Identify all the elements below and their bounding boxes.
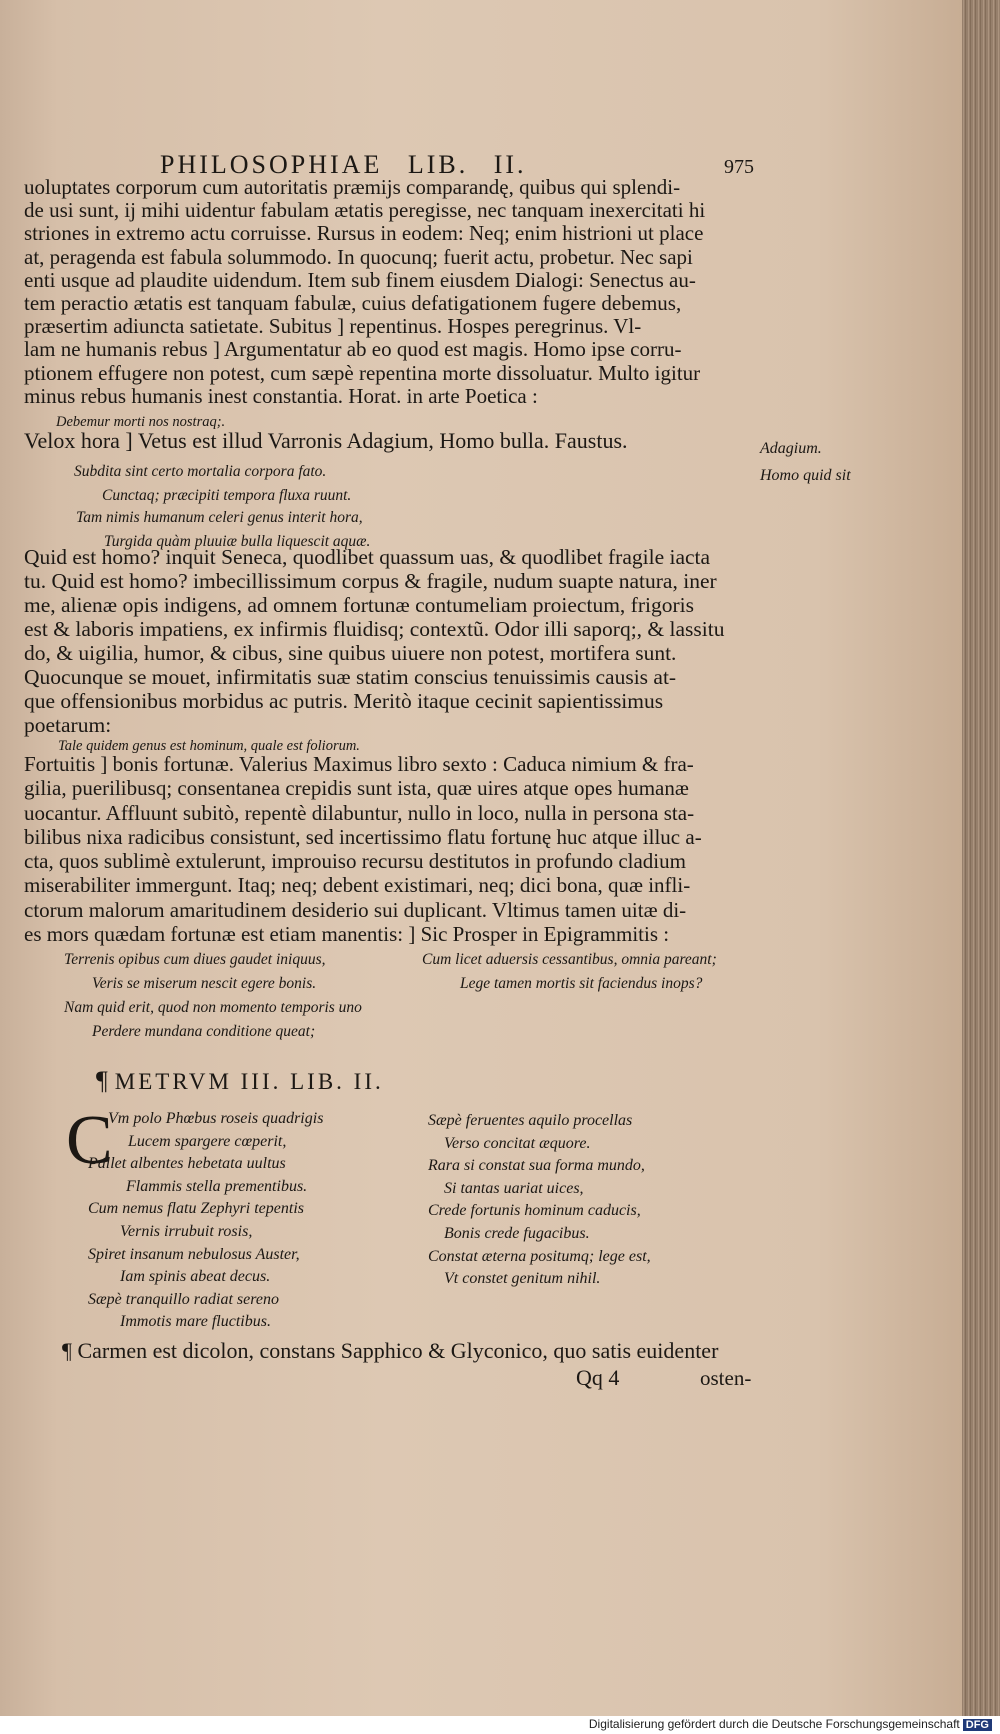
faustus-verse-1: Subdita sint certo mortalia corpora fato. [74,463,327,480]
text-line: Quocunque se mouet, infirmitatis suæ statim conscius tenuissimis causis at- [24,665,677,689]
horace-quote: Debemur morti nos nostraq;. [56,414,226,430]
poem-line: Iam spinis abeat decus. [120,1268,271,1286]
poem-line: Verso concitat æquore. [444,1134,591,1152]
poem-line: Immotis mare fluctibus. [120,1313,271,1331]
poem-line: Vt constet genitum nihil. [444,1270,601,1288]
signature-mark: Qq 4 [576,1365,620,1390]
velox-line: Velox hora ] Vetus est illud Varronis Adagium, Homo bulla. Faustus. [24,428,628,453]
text-line: de usi sunt, ij mihi uidentur fabulam ætatis peregisse, nec tanquam inexercitati hi [24,198,706,223]
poem-right-column [428,1110,651,1291]
pilcrow-icon: ¶ [96,1066,111,1095]
poem-line: Lucem spargere cœperit, [128,1132,287,1150]
poem-line: Sæpè feruentes aquilo procellas [428,1112,633,1129]
page-fore-edge [962,0,1000,1716]
text-line: me, alienæ opis indigens, ad omnem fortunæ contumeliam proiectum, frigoris [24,593,694,617]
text-line: tu. Quid est homo? imbecillissimum corpus & fragile, nudum suapte natura, iner [24,569,717,593]
catchword: osten- [700,1366,752,1390]
poem-line: Bonis crede fugacibus. [444,1224,590,1242]
text-line: uocantur. Affluunt subitò, repentè dilabuntur, nullo in loco, nulla in persona sta- [24,800,695,825]
margin-note-homo: Homo quid sit [760,467,851,484]
prosper-left-1: Terrenis opibus cum diues gaudet iniquus, [64,951,326,968]
text-line: est & laboris impatiens, ex infirmis fluidisq; contextũ. Odor illi saporq;, & lassitu [24,617,725,641]
folio-number: 975 [724,156,754,178]
poem-line: Spiret insanum nebulosus Auster, [88,1245,300,1263]
text-line: lam ne humanis rebus ] Argumentatur ab eo quod est magis. Homo ipse corru- [24,337,682,362]
margin-note-adagium: Adagium. [760,440,822,457]
text-line: at, peragenda est fabula solummodo. In quocunq; fuerit actu, probetur. Nec sapi [24,244,693,269]
book-number: II. [493,150,527,179]
text-line: uoluptates corporum cum autoritatis præmijs comparandę, quibus qui splendi- [24,175,681,199]
poem-dropcap: C [66,1102,113,1179]
text-line: ptionem effugere non potest, cum sæpè repentina morte dissoluatur. Multo igitur [24,360,701,385]
prosper-left-4: Perdere mundana conditione queat; [92,1023,316,1040]
text-line: miserabiliter immergunt. Itaq; neq; debent existimari, neq; dici bona, quæ infli- [24,873,691,898]
footer-credit-text: Digitalisierung gefördert durch die Deutsche Forschungsgemeinschaft [588,1717,960,1731]
prosper-left-3: Nam quid erit, quod non momento temporis uno [64,999,362,1016]
commentary-line: ¶ Carmen est dicolon, constans Sapphico & Glyconico, quo satis euidenter [62,1338,719,1363]
poem-line: Vm polo Phœbus roseis quadrigis [108,1110,324,1127]
text-line: es mors quædam fortunæ est etiam manentis: ] Sic Prosper in Epigrammitis : [24,922,670,947]
prosper-right-1: Cum licet aduersis cessantibus, omnia pareant; [422,951,717,968]
poem-line: Si tantas uariat uices, [444,1179,584,1197]
paragraph-2 [24,545,764,737]
faustus-verse-2: Cunctaq; præcipiti tempora fluxa ruunt. [102,487,352,504]
text-line: do, & uigilia, humor, & cibus, sine quibus uiuere non potest, mortifera sunt. [24,641,677,665]
text-line: striones in extremo actu corruisse. Rursus in eodem: Neq; enim histrioni ut place [24,221,704,246]
dfg-logo-icon: DFG [963,1719,992,1731]
text-line: tem peractio ætatis est tanquam fabulæ, cuius defatigationem fugere debemus, [24,291,682,316]
faustus-verse-3: Tam nimis humanum celeri genus interit hora, [76,509,363,526]
poem-line: Rara si constat sua forma mundo, [428,1157,645,1175]
poem-line: Flammis stella prementibus. [126,1177,308,1195]
footer-credit [589,1717,992,1731]
prosper-right-2: Lege tamen mortis sit faciendus inops? [460,975,703,992]
text-line: præsertim adiuncta satietate. Subitus ] repentinus. Hospes peregrinus. Vl- [24,314,642,339]
prosper-left-2: Veris se miserum nescit egere bonis. [92,975,317,992]
poem-line: Sæpè tranquillo radiat sereno [88,1290,279,1308]
text-line: bilibus nixa radicibus consistunt, sed incertissimo flatu fortunę huc atque illuc a- [24,824,702,849]
paragraph-3 [24,752,764,946]
text-line: Quid est homo? inquit Seneca, quodlibet quassum uas, & quodlibet fragile iacta [24,545,711,569]
text-line: poetarum: [24,713,112,737]
faustus-verse-4: Turgida quàm pluuiæ bulla liquescit aquæ. [104,533,371,550]
metrum-heading [96,1066,384,1096]
running-title: PHILOSOPHIAE [160,150,383,179]
text-line: gilia, puerilibusq; consentanea crepidis sunt ista, quæ uires atque opes humanæ [24,776,689,801]
poem-left-column [88,1108,324,1334]
text-line: cta, quos sublimè extulerunt, improuiso recursu destitutos in profundo cladium [24,849,686,874]
text-line: enti usque ad plaudite uidendum. Item sub finem eiusdem Dialogi: Senectus au- [24,267,696,292]
poem-line: Pallet albentes hebetata uultus [88,1155,286,1173]
paragraph-1 [24,176,764,408]
metrum-title: METRVM III. LIB. II. [114,1069,384,1094]
text-line: minus rebus humanis inest constantia. Horat. in arte Poetica : [24,383,538,408]
text-line: que offensionibus morbidus ac putris. Meritò itaque cecinit sapientissimus [24,689,664,713]
poem-line: Crede fortunis hominum caducis, [428,1202,641,1220]
homer-quote: Tale quidem genus est hominum, quale est foliorum. [58,738,360,754]
book-label: LIB. [407,150,469,179]
text-line: ctorum malorum amaritudinem desiderio sui duplicant. Vltimus tamen uitæ di- [24,897,687,922]
poem-line: Constat æterna positumq; lege est, [428,1247,651,1265]
text-line: Fortuitis ] bonis fortunæ. Valerius Maximus libro sexto : Caduca nimium & fra- [24,752,694,776]
poem-line: Cum nemus flatu Zephyri tepentis [88,1200,304,1218]
poem-line: Vernis irrubuit rosis, [120,1222,253,1240]
